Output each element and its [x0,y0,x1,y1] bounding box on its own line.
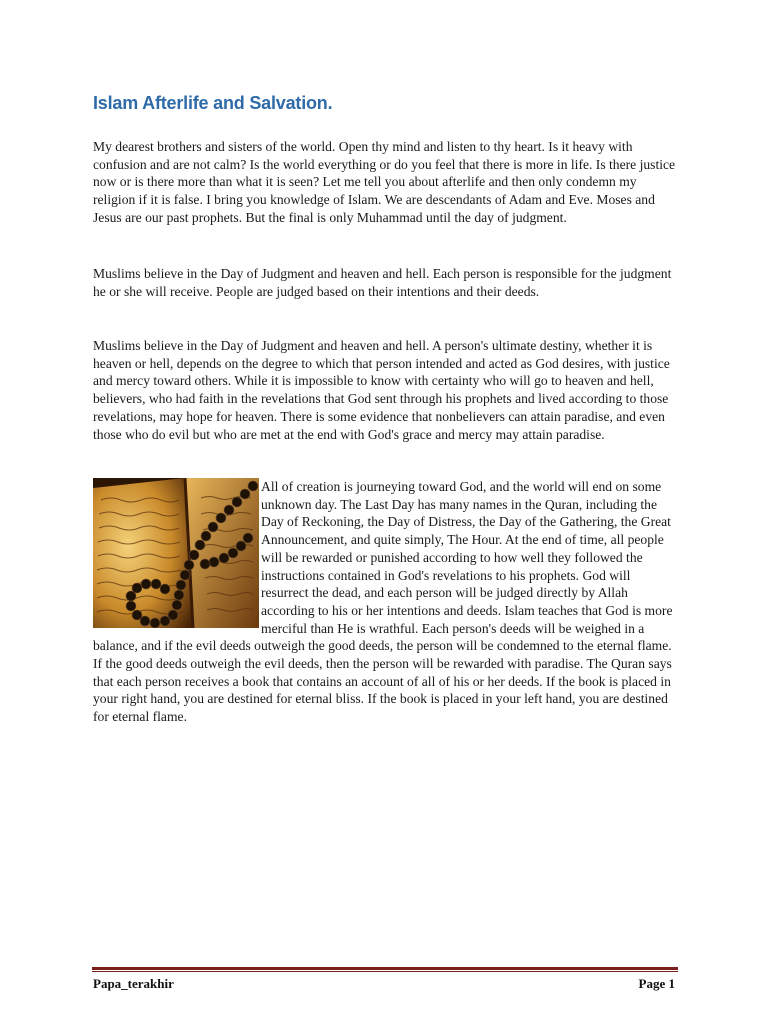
paragraph-destiny: Muslims believe in the Day of Judgment and heaven and hell. A person's ultimate destiny, whether it is heaven or hell, depends on the degree to which that person intended and acted as God desires, with justice and mercy toward others. While it is impossible to know with certainty who will go to heaven and hell, believers, who had faith in the revelations that God sent through his prophets and lived according to those revelations, may hope for heaven. There is some evidence that nonbelievers can attain paradise, and even those who do evil but who are met at the end with God's grace and mercy may attain paradise. [93,338,670,442]
document-title: Islam Afterlife and Salvation. [93,93,333,113]
paragraph-judgment: Muslims believe in the Day of Judgment and heaven and hell. Each person is responsible for the judgment he or she will receive. People are judged based on their intentions and their deeds. [93,266,672,299]
footer-rule-thin [92,971,678,972]
paragraph-intro: My dearest brothers and sisters of the world. Open thy mind and listen to thy heart. Is it heavy with confusion and are not calm? Is the world everything or do you feel that there is more in life. Is there justice now or is there more than what it is seen? Let me tell you about afterlife and then only condemn my religion if it is false. I bring you knowledge of Islam. We are descendants of Adam and Eve. Moses and Jesus are our past prophets. But the final is only Muhammad until the day of judgment. [93,139,676,225]
paragraph-last-day-block [93,478,677,726]
quran-with-prayer-beads-photo [93,478,259,628]
footer-author: Papa_terakhir [93,976,174,991]
footer-page-number: Page 1 [638,976,675,991]
footer-rule-thick [92,967,678,970]
paragraph-last-day: All of creation is journeying toward God, and the world will end on some unknown day. The Last Day has many names in the Quran, including the Day of Reckoning, the Day of Distress, the Day of the Gathering, the Great Announcement, and quite simply, The Hour. At the end of time, all people will be rewarded or punished according to how well they followed the instructions contained in God's revelations to his prophets. God will resurrect the dead, and each person will be judged directly by Allah according to his or her intentions and deeds. Islam teaches that God is more merciful than He is wrathful. Each person's deeds will be weighed in a balance, and if the evil deeds outweigh the good deeds, the person will be condemned to the eternal flame. If the good deeds outweigh the evil deeds, then the person will be rewarded with paradise. The Quran says that each person receives a book that contains an account of all of his or her deeds. If the book is placed in your right hand, you are destined for eternal bliss. If the book is placed in your left hand, you are destined for eternal flame. [93,479,673,725]
